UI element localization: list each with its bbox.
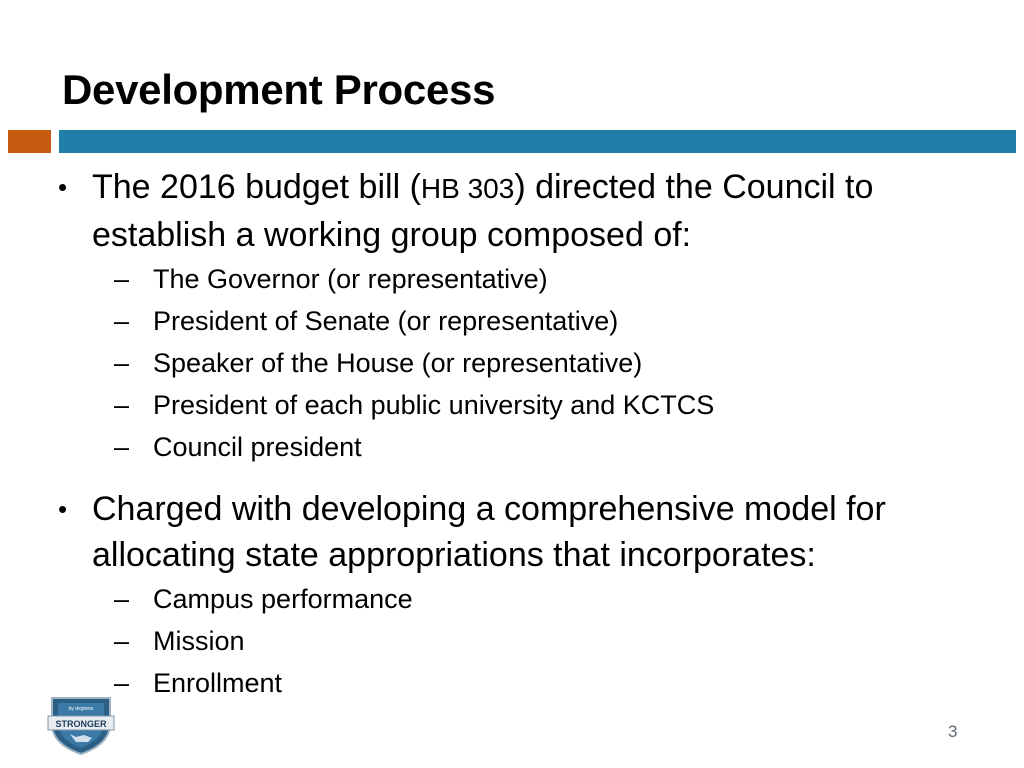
list-item bbox=[56, 342, 996, 384]
logo-sub-text: by degrees bbox=[68, 706, 94, 712]
list-item bbox=[56, 578, 996, 620]
working-group-list bbox=[56, 258, 996, 468]
sub-marker: – bbox=[114, 432, 130, 462]
sub-marker: – bbox=[114, 306, 130, 336]
sub-marker: – bbox=[114, 626, 130, 656]
bullet-text-before: The 2016 budget bill ( bbox=[92, 168, 421, 206]
slide-title: Development Process bbox=[62, 66, 496, 113]
slide-body bbox=[56, 164, 996, 704]
list-item-text: Mission bbox=[153, 626, 245, 656]
list-item-text: President of Senate (or representative) bbox=[153, 306, 619, 336]
list-item-text: Campus performance bbox=[153, 584, 413, 614]
title-rule-bar bbox=[59, 130, 1016, 153]
model-factors-list bbox=[56, 578, 996, 704]
bullet-text: Charged with developing a comprehensive model for allocating state appropriations that incorporates: bbox=[92, 490, 886, 574]
list-item-text: President of each public university and KCTCS bbox=[153, 390, 715, 420]
sub-marker: – bbox=[114, 584, 130, 614]
page-number: 3 bbox=[948, 722, 958, 741]
list-item-text: The Governor (or representative) bbox=[153, 264, 548, 294]
list-item bbox=[56, 384, 996, 426]
bullet-text-after: ) directed the Council to establish a working group composed of: bbox=[92, 168, 874, 254]
sub-marker: – bbox=[114, 390, 130, 420]
spacer bbox=[56, 468, 996, 486]
bullet-charged-with bbox=[56, 486, 972, 578]
sub-marker: – bbox=[114, 348, 130, 378]
sub-marker: – bbox=[114, 668, 130, 698]
bullet-marker: • bbox=[58, 494, 68, 524]
logo-main-text: STRONGER bbox=[55, 719, 107, 729]
title-rule-accent bbox=[8, 130, 51, 153]
bill-code: HB 303 bbox=[420, 173, 515, 204]
sub-marker: – bbox=[114, 264, 130, 294]
list-item-text: Council president bbox=[153, 432, 362, 462]
stronger-by-degrees-logo bbox=[46, 694, 116, 756]
bullet-marker: • bbox=[58, 172, 68, 202]
list-item bbox=[56, 300, 996, 342]
list-item bbox=[56, 258, 996, 300]
shield-logo-icon bbox=[46, 694, 116, 756]
bullet-budget-bill bbox=[56, 164, 972, 258]
list-item bbox=[56, 426, 996, 468]
list-item-text: Enrollment bbox=[153, 668, 283, 698]
list-item-text: Speaker of the House (or representative) bbox=[153, 348, 643, 378]
list-item bbox=[56, 662, 996, 704]
list-item bbox=[56, 620, 996, 662]
